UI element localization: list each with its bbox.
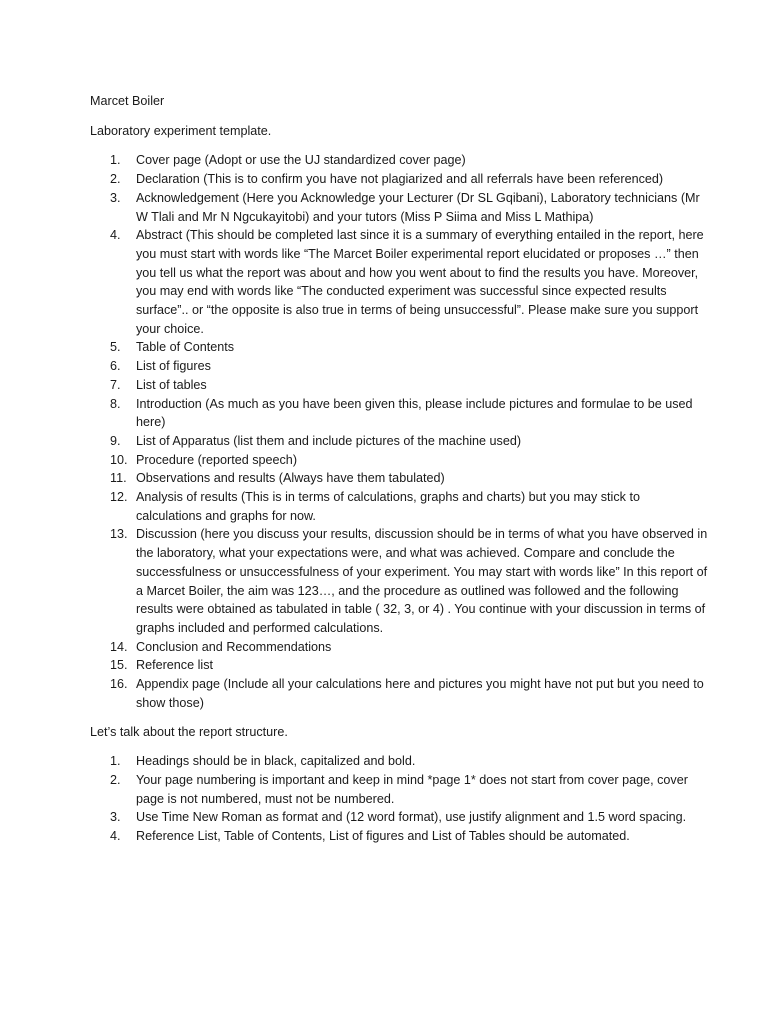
list-item-text: Observations and results (Always have them tabulated) xyxy=(136,471,445,486)
list-number: 11. xyxy=(110,471,127,486)
list-item-text: Discussion (here you discuss your results, discussion should be in terms of what you have observed in the laboratory, what your expectations were, and what was achieved. Compare and conclude the successfulness or unsuccessfulness of your experiment. You may start with words like” In this report of a Marcet Boiler, the aim was 123…, and the procedure as outlined was followed and the following results were obtained as tabulated in table ( 32, 3, or 4) . You continue with your discussion in terms of graphs included and performed calculations. xyxy=(136,527,708,635)
list-number: 1. xyxy=(110,153,121,168)
list-item-text: Introduction (As much as you have been given this, please include pictures and formulae to be used here) xyxy=(136,396,693,430)
template-list-item xyxy=(90,451,708,470)
template-list-item xyxy=(90,226,708,338)
template-list-item xyxy=(90,656,708,675)
list-number: 13. xyxy=(110,527,128,542)
list-item-text: Appendix page (Include all your calculations here and pictures you might have not put but you need to show those) xyxy=(136,677,704,710)
list-number: 9. xyxy=(110,433,121,448)
list-item-text: List of figures xyxy=(136,359,211,374)
template-list-item xyxy=(90,469,708,488)
list-number: 12. xyxy=(110,490,128,505)
template-list xyxy=(90,151,708,712)
document-subtitle: Laboratory experiment template. xyxy=(90,123,272,138)
list-number: 3. xyxy=(110,190,121,205)
list-number: 2. xyxy=(110,772,121,787)
template-list-item xyxy=(90,376,708,395)
list-item-text: Analysis of results (This is in terms of calculations, graphs and charts) but you may stick to calculations and graphs for now. xyxy=(136,490,640,523)
list-number: 1. xyxy=(110,754,121,769)
template-list-item xyxy=(90,189,708,226)
list-item-text: Reference list xyxy=(136,658,213,673)
structure-list-item xyxy=(90,808,708,827)
list-number: 2. xyxy=(110,172,121,187)
list-item-text: List of Apparatus (list them and include pictures of the machine used) xyxy=(136,433,522,448)
list-number: 7. xyxy=(110,377,121,392)
list-number: 5. xyxy=(110,340,121,355)
structure-list-item xyxy=(90,752,708,771)
list-number: 16. xyxy=(110,677,128,692)
template-list-item xyxy=(90,675,708,712)
list-item-text: Acknowledgement (Here you Acknowledge your Lecturer (Dr SL Gqibani), Laboratory technicians (Mr W Tlali and Mr N Ngcukayitobi) and your tutors (Miss P Siima and Miss L Mathipa) xyxy=(136,190,700,224)
template-list-item xyxy=(90,151,708,170)
list-number: 15. xyxy=(110,658,128,673)
list-item-text: Declaration (This is to confirm you have not plagiarized and all referrals have been referenced) xyxy=(136,172,664,187)
list-item-text: Reference List, Table of Contents, List of figures and List of Tables should be automated. xyxy=(136,829,630,844)
list-item-text: Cover page (Adopt or use the UJ standardized cover page) xyxy=(136,153,466,168)
list-item-text: Use Time New Roman as format and (12 word format), use justify alignment and 1.5 word spacing. xyxy=(136,810,687,825)
template-list-item xyxy=(90,338,708,357)
template-list-item xyxy=(90,395,708,432)
template-list-item xyxy=(90,525,708,637)
list-item-text: Procedure (reported speech) xyxy=(136,452,298,467)
list-item-text: Conclusion and Recommendations xyxy=(136,639,332,654)
template-list-item xyxy=(90,170,708,189)
list-number: 4. xyxy=(110,829,121,844)
list-item-text: List of tables xyxy=(136,377,207,392)
list-number: 4. xyxy=(110,228,121,243)
list-number: 8. xyxy=(110,396,121,411)
list-number: 6. xyxy=(110,359,121,374)
list-number: 14. xyxy=(110,639,128,654)
template-list-item xyxy=(90,357,708,376)
list-item-text: Your page numbering is important and keep in mind *page 1* does not start from cover page, cover page is not numbered, must not be numbered. xyxy=(136,772,688,806)
template-list-item xyxy=(90,638,708,657)
list-item-text: Table of Contents xyxy=(136,340,235,355)
document-title: Marcet Boiler xyxy=(90,94,165,108)
list-item-text: Headings should be in black, capitalized and bold. xyxy=(136,754,416,769)
structure-list-item xyxy=(90,827,708,846)
list-number: 10. xyxy=(110,452,128,467)
list-number: 3. xyxy=(110,810,121,825)
structure-intro: Let’s talk about the report structure. xyxy=(90,724,288,739)
template-list-item xyxy=(90,432,708,451)
list-item-text: Abstract (This should be completed last since it is a summary of everything entailed in the report, here you must start with words like “The Marcet Boiler experimental report elucidated or proposes …” then you tell us what the report was about and how you went about to find the results you have. Moreover, you may end with words like “The conducted experiment was successful since expected results surface”.. or “the opposite is also true in terms of being unsuccessful”. Please make sure you support your choice. xyxy=(136,228,704,336)
structure-list xyxy=(90,752,708,846)
structure-list-item xyxy=(90,771,708,808)
template-list-item xyxy=(90,488,708,525)
